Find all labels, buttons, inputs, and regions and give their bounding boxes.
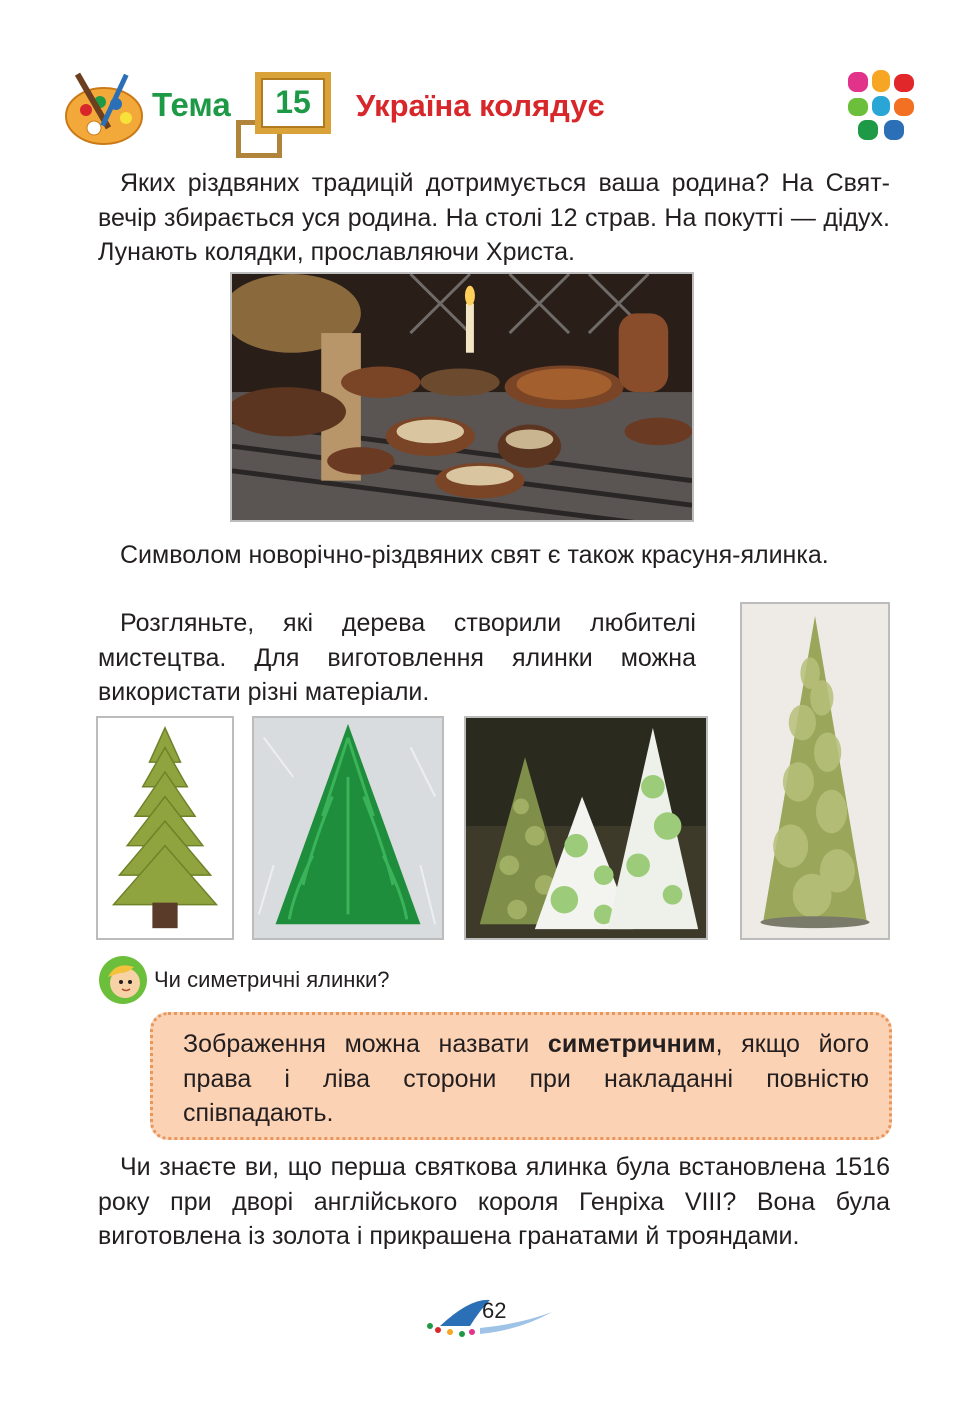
- cone-trees-photo: [464, 716, 708, 940]
- page-title: Україна колядує: [356, 88, 605, 123]
- colorful-hands-icon: [844, 68, 920, 144]
- topic-label: Тема: [152, 86, 231, 123]
- topic-number-frame: [255, 72, 331, 134]
- leaf-tree-photo: [740, 602, 890, 940]
- definition-text-end: , якщо його права і ліва сторони при накладанні повністю співпадають.: [183, 1030, 869, 1127]
- definition-text-start: Зображення можна назвати: [183, 1030, 548, 1058]
- paint-palette-icon: [60, 70, 152, 150]
- page-footer: [420, 1290, 560, 1340]
- intro-paragraph: Яких різдвяних традицій дотримується ваша родина? На Свят-вечір збирається уся родина. На столі 12 страв. На покутті — дідух. Лунають колядки, прославляючи Христа.: [98, 169, 890, 266]
- christmas-eve-table-photo: [230, 272, 694, 522]
- topic-number: 15: [275, 84, 311, 120]
- origami-tree-photo: [96, 716, 234, 940]
- page-number: 62: [482, 1298, 507, 1323]
- symmetry-question: Чи симетричні ялинки?: [154, 967, 390, 992]
- ribbon-tree-photo: [252, 716, 444, 940]
- symbol-paragraph: Символом новорічно-різдвяних свят є також красуня-ялинка.: [120, 541, 829, 569]
- definition-keyword: симетричним: [547, 1030, 716, 1058]
- trees-paragraph: Розгляньте, які дерева створили любителі мистецтва. Для виготовлення ялинки можна використати різні матеріали.: [98, 609, 696, 706]
- history-paragraph: Чи знаєте ви, що перша святкова ялинка була встановлена 1516 року при дворі англійського короля Генріха VIII? Вона була виготовлена із золота і прикрашена гранатами й трояндами.: [98, 1153, 890, 1250]
- question-row: [98, 955, 598, 1005]
- symmetry-definition-box: [150, 1012, 892, 1140]
- boy-character-icon: [98, 955, 148, 1005]
- page-header: [60, 62, 920, 172]
